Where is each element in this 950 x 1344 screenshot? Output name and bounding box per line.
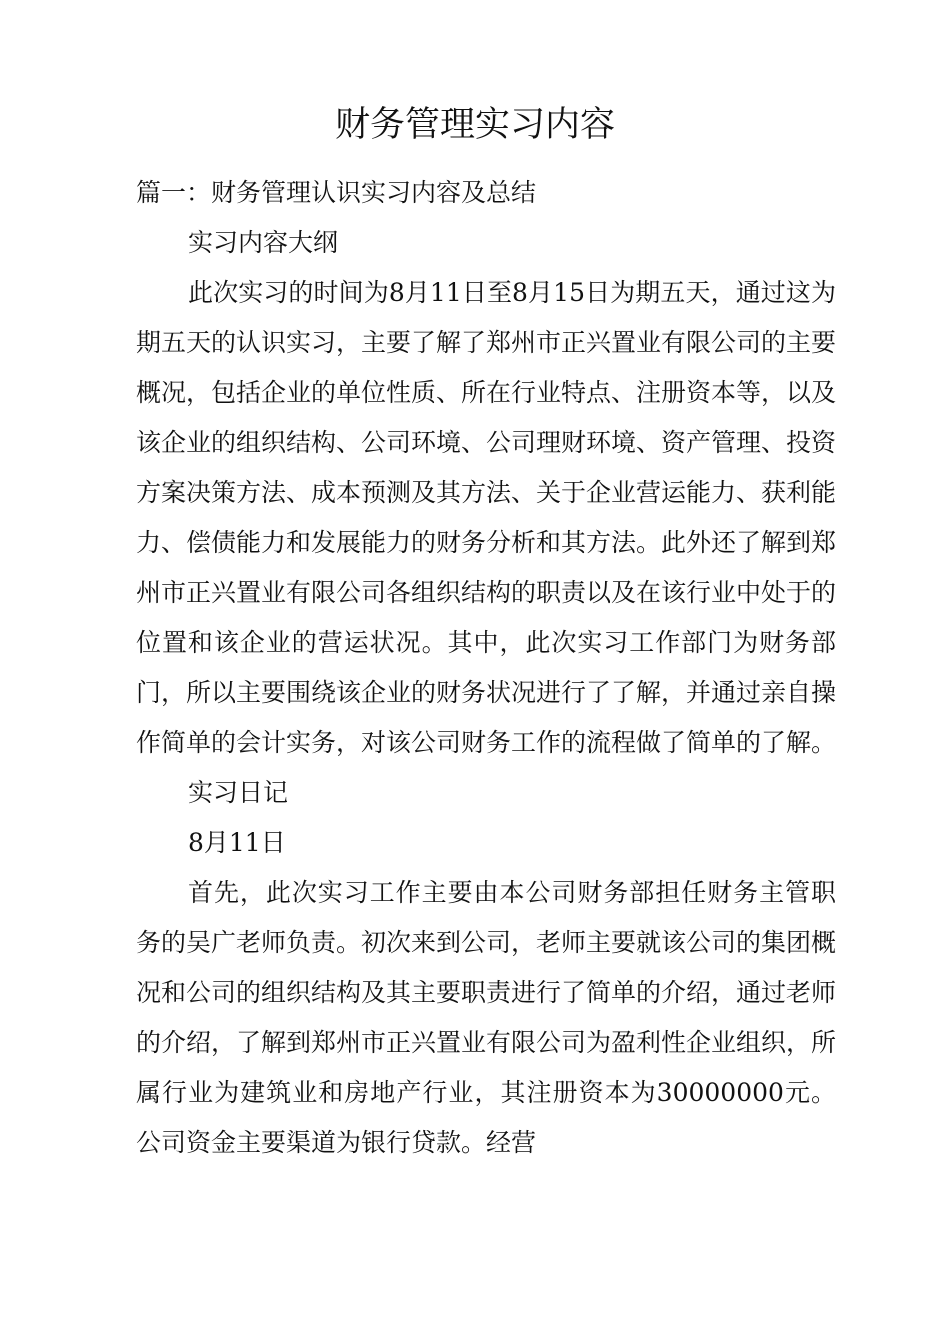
document-title: 财务管理实习内容 [334, 105, 615, 145]
section-heading: 篇一：财务管理认识实习内容及总结 [136, 178, 537, 207]
body-paragraph-1: 此次实习的时间为8月11日至8月15日为期五天，通过这为期五天的认识实习，主要了解了郑州市正兴置业有限公司的主要概况，包括企业的单位性质、所在行业特点、注册资本等，以及该企业的组织结构、公司环境、公司理财环境、资产管理、投资方案决策方法、成本预测及其方法、关于企业营运能力、获利能力、偿债能力和发展能力的财务分析和其方法。此外还了解到郑州市正兴置业有限公司各组织结构的职责以及在该行业中处于的位置和该企业的营运状况。其中，此次实习工作部门为财务部门，所以主要围绕该企业的财务状况进行了了解，并通过亲自操作简单的会计实务，对该公司财务工作的流程做了简单的了解。 [136, 278, 837, 757]
date-heading: 8月11日 [188, 828, 286, 857]
diary-heading: 实习日记 [188, 778, 289, 807]
body-paragraph-2: 首先，此次实习工作主要由本公司财务部担任财务主管职务的吴广老师负责。初次来到公司，老师主要就该公司的集团概况和公司的组织结构及其主要职责进行了简单的介绍，通过老师的介绍，了解到郑州市正兴置业有限公司为盈利性企业组织，所属行业为建筑业和房地产行业，其注册资本为30000000元。公司资金主要渠道为银行贷款。经营 [136, 878, 837, 1157]
outline-heading: 实习内容大纲 [188, 228, 339, 257]
document-body [136, 168, 836, 1168]
